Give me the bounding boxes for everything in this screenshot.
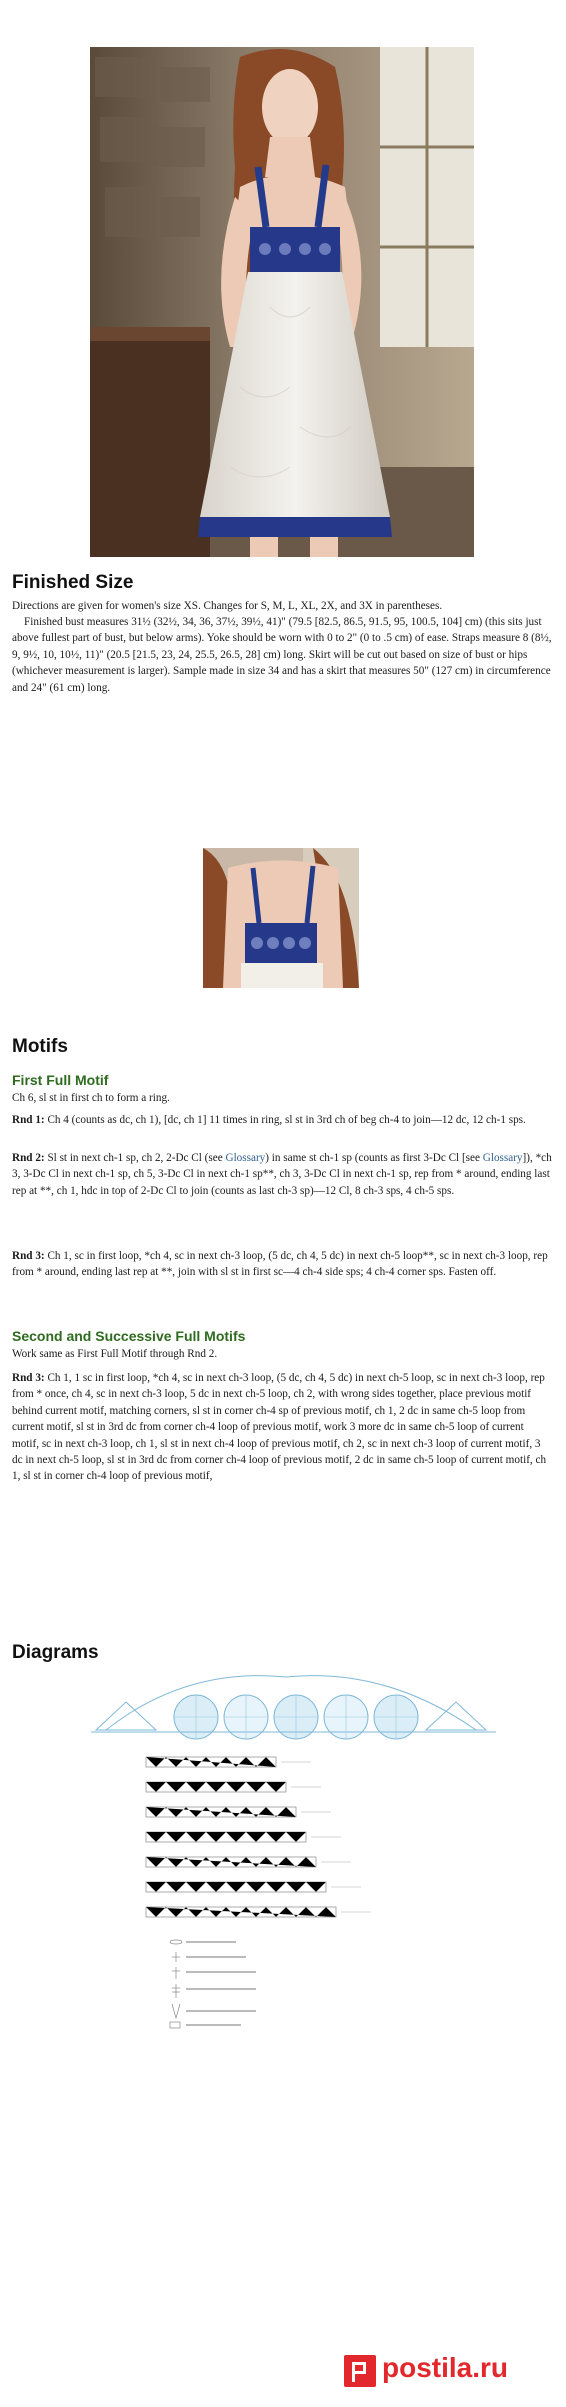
finished-size-heading: Finished Size	[12, 572, 134, 593]
second-rnd3	[12, 1370, 552, 1485]
rnd2-text-b: ) in same st ch-1 sp (counts as first 3-Dc Cl [see	[265, 1152, 480, 1164]
postila-logo-text: postila.ru	[382, 2352, 509, 2383]
rnd3-label: Rnd 3:	[12, 1250, 45, 1262]
rnd3b-text: Ch 1, 1 sc in first loop, *ch 4, sc in next ch-3 loop, (5 dc, ch 4, 5 dc) in next ch-5 loop, sc in next ch-3 loop, rep from * once, ch 4, sc in next ch-3 loop, 5 dc in next ch-5 loop, ch 2, with wrong sides together, place previous motif behind current motif, matching corners, sl st in corner ch-4 sp of previous motif, ch 1, 2 dc in same ch-5 loop from current motif, sl st in 3rd dc from corner ch-4 loop of previous motif, work 3 more dc in same ch-5 loop of current motif, sc in next ch-3 loop, ch 1, sl st in next ch-4 loop of previous motif, ch 2, sc in next ch-3 loop of current motif, 3 dc in next ch-5 loop, sl st in 3rd dc from corner ch-4 loop of previous motif, 2 dc in same ch-5 loop of current motif, ch 1, sl st in corner ch-4 loop of previous motif,	[12, 1372, 547, 1483]
postila-logo[interactable]	[338, 2340, 566, 2402]
first-rnd3	[12, 1248, 552, 1281]
rnd3-text: Ch 1, sc in first loop, *ch 4, sc in next ch-3 loop, (5 dc, ch 4, 5 dc) in next ch-5 loop**, sc in next ch-3 loop, rep from * around, ending last rep at **, join with sl st in first sc—4 ch-4 side sps; 4 ch-4 corner sps. Fasten off.	[12, 1250, 548, 1279]
motif-chart	[91, 1676, 496, 1739]
second-successive-motifs-heading: Second and Successive Full Motifs	[12, 1328, 246, 1344]
finished-size-measurements: Finished bust measures 31½ (32½, 34, 36, 37½, 39½, 41)" (79.5 [82.5, 86.5, 91.5, 95, 100.5, 104] cm) (this sits just above fullest part of bust, but below arms). Yoke should be worn with 0 to 2" (0 to .5 cm) of ease. Straps measure 8 (8½, 9, 9½, 10, 10½, 11)" (20.5 [21.5, 23, 24, 25.5, 26.5, 28] cm) long. Skirt will be cut out based on size of bust or hips (whichever measurement is larger). Sample made in size 34 and has a skirt that measures 50" (127 cm) in circumference and 24" (61 cm) long.	[12, 616, 552, 694]
rnd2-text-a: Sl st in next ch-1 sp, ch 2, 2-Dc Cl (see	[47, 1152, 223, 1164]
first-rnd2	[12, 1150, 552, 1199]
finished-size-intro: Directions are given for women's size XS. Changes for S, M, L, XL, 2X, and 3X in parentheses.	[12, 600, 443, 612]
first-full-motif-heading: First Full Motif	[12, 1072, 109, 1088]
rnd2-text-c: ]), *ch 3, 3-Dc Cl in next ch-1 sp, ch 5, 3-Dc Cl in next ch-1 sp**, ch 3, 3-Dc Cl in next ch-1 sp, rep from * around, ending last rep at **, ch 1, hdc in top of 2-Dc Cl to join (counts as last ch-3 sp)—12 Cl, 8 ch-3 sps, 4 ch-5 sps.	[12, 1152, 552, 1197]
first-rnd1	[12, 1112, 552, 1128]
rnd1-text: Ch 4 (counts as dc, ch 1), [dc, ch 1] 11 times in ring, sl st in 3rd ch of beg ch-4 to join—12 dc, 12 ch-1 sps.	[47, 1114, 526, 1126]
motifs-heading: Motifs	[12, 1036, 68, 1057]
dress-photo	[90, 47, 474, 557]
glossary-link-2[interactable]: Glossary	[482, 1152, 523, 1164]
crochet-diagram	[86, 1662, 506, 2032]
second-motif-intro: Work same as First Full Motif through Rnd 2.	[12, 1348, 218, 1360]
rnd1-label: Rnd 1:	[12, 1114, 45, 1126]
rnd3b-label: Rnd 3:	[12, 1372, 45, 1384]
first-motif-intro: Ch 6, sl st in first ch to form a ring.	[12, 1092, 170, 1104]
diagrams-heading: Diagrams	[12, 1642, 99, 1663]
yoke-closeup-photo	[203, 848, 359, 988]
glossary-link-1[interactable]: Glossary	[225, 1152, 266, 1164]
rnd2-label: Rnd 2:	[12, 1152, 45, 1164]
